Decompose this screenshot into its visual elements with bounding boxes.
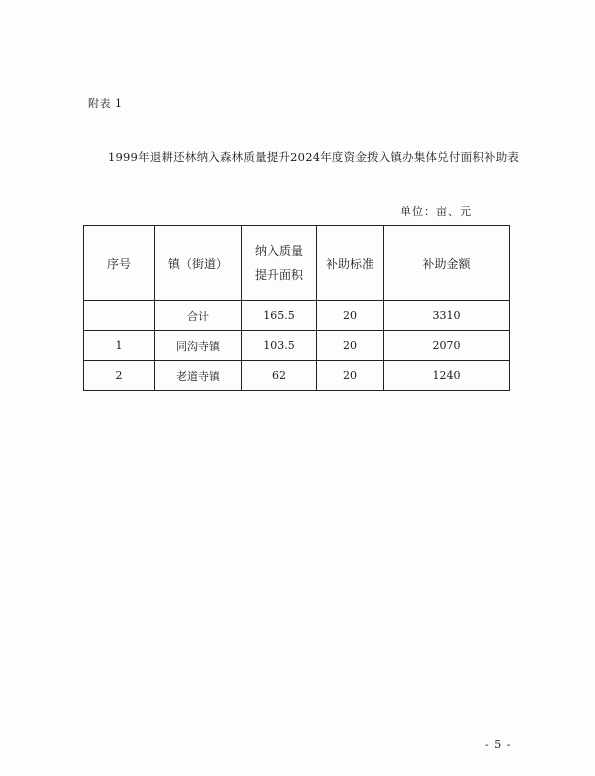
page-number: - 5 -	[485, 738, 512, 751]
row-town-cell: 同沟寺镇	[155, 331, 242, 361]
row-area-cell: 62	[242, 361, 317, 391]
col-header-area-line2: 提升面积	[254, 268, 303, 282]
total-no-cell	[84, 301, 155, 331]
table-row	[84, 361, 510, 391]
total-area-cell: 165.5	[242, 301, 317, 331]
total-standard-cell: 20	[317, 301, 384, 331]
row-standard-cell: 20	[317, 331, 384, 361]
row-town-cell: 老道寺镇	[155, 361, 242, 391]
col-header-amount: 补助金额	[384, 226, 510, 301]
document-title: 1999年退耕还林纳入森林质量提升2024年度资金拨入镇办集体兑付面积补助表	[108, 150, 520, 164]
total-label-cell: 合计	[155, 301, 242, 331]
appendix-label: 附表 1	[88, 97, 123, 110]
col-header-standard: 补助标准	[317, 226, 384, 301]
table-row	[84, 331, 510, 361]
table-header-row	[84, 226, 510, 301]
col-header-town: 镇（街道）	[155, 226, 242, 301]
row-no-cell: 2	[84, 361, 155, 391]
col-header-no: 序号	[84, 226, 155, 301]
col-header-area	[242, 226, 317, 301]
unit-note: 单位：亩、元	[400, 205, 472, 218]
total-amount-cell: 3310	[384, 301, 510, 331]
total-row	[84, 301, 510, 331]
col-header-area-line1: 纳入质量	[254, 244, 303, 258]
subsidy-table	[83, 225, 510, 391]
row-standard-cell: 20	[317, 361, 384, 391]
row-amount-cell: 2070	[384, 331, 510, 361]
row-area-cell: 103.5	[242, 331, 317, 361]
row-no-cell: 1	[84, 331, 155, 361]
row-amount-cell: 1240	[384, 361, 510, 391]
